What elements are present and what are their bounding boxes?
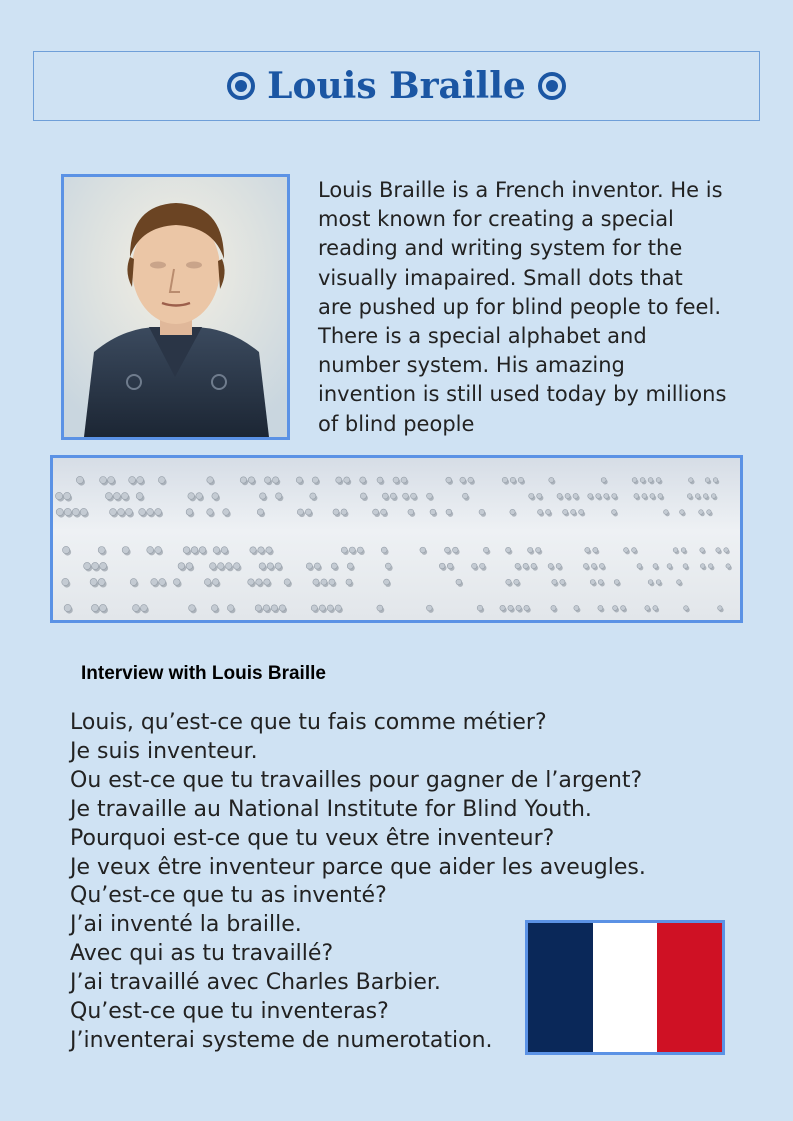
braille-dot <box>250 547 256 553</box>
braille-dot <box>121 493 128 500</box>
interview-line: Je suis inventeur. <box>70 738 258 764</box>
braille-dot <box>186 563 193 570</box>
braille-dot <box>653 606 658 611</box>
braille-dot <box>384 579 390 585</box>
interview-line: Qu’est-ce que tu inventeras? <box>70 999 389 1025</box>
braille-dot <box>223 509 230 516</box>
braille-dot <box>209 563 216 570</box>
braille-dot <box>272 477 278 483</box>
braille-dot <box>703 494 708 499</box>
braille-dot <box>591 563 596 568</box>
bio-line: Louis Braille is a French inventor. He is <box>318 178 723 202</box>
braille-dot <box>680 510 685 515</box>
braille-dot <box>621 606 626 611</box>
braille-dot <box>687 494 692 499</box>
braille-dot <box>140 605 147 612</box>
braille-dot <box>645 606 650 611</box>
braille-dot <box>515 563 520 568</box>
braille-dot <box>267 563 273 569</box>
braille-dot <box>613 606 618 611</box>
braille-dot <box>276 493 282 499</box>
braille-dot <box>191 547 198 554</box>
braille-dot <box>147 509 154 516</box>
braille-dot <box>664 510 669 515</box>
braille-dot <box>313 579 319 585</box>
braille-dot <box>537 493 542 498</box>
braille-dot <box>221 547 228 554</box>
braille-dot <box>255 605 261 611</box>
braille-dot <box>76 476 83 483</box>
braille-dot <box>296 477 302 483</box>
braille-dot <box>99 604 106 611</box>
braille-dot <box>718 606 723 611</box>
braille-dot <box>599 563 604 568</box>
interview-line: J’ai travaillé avec Charles Barbier. <box>70 970 441 996</box>
bio-line: visually imapaired. Small dots that <box>318 265 683 290</box>
braille-dot <box>667 564 672 569</box>
braille-dot <box>688 478 693 483</box>
braille-dot <box>357 547 363 553</box>
braille-dot <box>632 478 637 483</box>
braille-dot <box>408 509 414 515</box>
braille-dot <box>708 564 713 569</box>
braille-dot <box>341 509 347 515</box>
radio-bullet-icon <box>538 72 566 100</box>
braille-dot <box>673 548 678 553</box>
braille-dot <box>188 493 195 500</box>
braille-dot <box>390 493 396 499</box>
braille-dot <box>656 580 661 585</box>
braille-dot <box>306 563 312 569</box>
interview-line: Je travaille au National Institute for Blind Youth. <box>70 796 592 822</box>
braille-image <box>50 455 743 623</box>
braille-dot <box>310 493 316 499</box>
braille-dot <box>598 605 603 610</box>
braille-dot <box>92 562 99 569</box>
braille-dot <box>147 547 154 554</box>
interview-line: Je veux être inventeur parce que aider les aveugles. <box>70 854 646 880</box>
braille-dot <box>528 547 533 552</box>
braille-dot <box>173 579 180 586</box>
interview-line: Qu’est-ce que tu as inventé? <box>70 883 387 909</box>
portrait-image <box>61 174 290 440</box>
braille-dot <box>574 605 579 610</box>
braille-dot <box>63 546 70 553</box>
braille-dot <box>196 493 203 500</box>
braille-dot <box>430 509 436 515</box>
flag-stripe-blue <box>528 923 593 1052</box>
portrait-illustration <box>64 177 287 437</box>
braille-dot <box>624 548 629 553</box>
braille-dot <box>724 548 729 553</box>
braille-dot <box>130 579 137 586</box>
braille-dot <box>446 477 452 483</box>
braille-dot <box>189 605 196 612</box>
braille-dot <box>248 579 254 585</box>
flag-stripe-white <box>593 923 658 1052</box>
braille-dot <box>225 563 232 570</box>
braille-dot <box>705 478 710 483</box>
braille-dot <box>64 508 71 515</box>
braille-dot <box>468 477 474 483</box>
braille-dot <box>598 579 603 584</box>
braille-dot <box>211 605 218 612</box>
braille-dot <box>683 564 688 569</box>
french-flag <box>525 920 725 1055</box>
braille-dot <box>178 563 185 570</box>
braille-dot <box>248 477 254 483</box>
braille-dot <box>108 477 115 484</box>
braille-dot <box>711 494 716 499</box>
braille-dot <box>508 605 513 610</box>
braille-dot <box>557 493 562 498</box>
braille-dot <box>264 477 270 483</box>
braille-dot <box>91 604 98 611</box>
braille-dot <box>346 579 352 585</box>
braille-dot <box>260 493 266 499</box>
braille-dot <box>648 478 653 483</box>
braille-dot <box>637 564 642 569</box>
interview-line: J’inventerai systeme de numerotation. <box>70 1027 493 1053</box>
braille-dot <box>183 547 190 554</box>
bio-line: invention is still used today by millions <box>318 382 727 407</box>
braille-dot <box>381 509 387 515</box>
braille-dot <box>439 563 445 569</box>
braille-dot <box>271 605 277 611</box>
braille-dot <box>483 547 488 552</box>
braille-dot <box>227 605 234 612</box>
braille-dot <box>381 547 387 553</box>
braille-dot <box>529 493 534 498</box>
braille-dot <box>411 493 417 499</box>
braille-dot <box>506 579 511 584</box>
braille-dot <box>445 547 451 553</box>
braille-dot <box>385 563 391 569</box>
braille-dot <box>634 494 639 499</box>
braille-dot <box>713 478 718 483</box>
braille-dot <box>479 509 485 515</box>
braille-dot <box>648 580 653 585</box>
page-title <box>227 65 566 107</box>
braille-dot <box>593 547 598 552</box>
braille-dot <box>583 563 588 568</box>
braille-dot <box>480 563 485 568</box>
braille-dot <box>155 547 162 554</box>
braille-dot <box>259 563 265 569</box>
braille-dot <box>100 477 107 484</box>
braille-dot <box>258 547 264 553</box>
braille-dot <box>349 547 355 553</box>
braille-dot <box>329 579 335 585</box>
braille-dot <box>212 493 219 500</box>
braille-dot <box>284 579 290 585</box>
braille-dot <box>314 563 320 569</box>
braille-dot <box>571 509 576 514</box>
braille-dot <box>333 509 339 515</box>
braille-dot <box>401 477 407 483</box>
braille-dot <box>565 493 570 498</box>
braille-dot <box>460 477 466 483</box>
bio-line: number system. His amazing <box>318 353 625 378</box>
braille-dot <box>344 477 350 483</box>
braille-dot <box>151 579 158 586</box>
braille-dot <box>347 563 353 569</box>
braille-dot <box>55 492 62 499</box>
interview-line: Louis, qu’est-ce que tu fais comme métier? <box>70 710 547 735</box>
braille-dot <box>233 563 240 570</box>
braille-dot <box>117 509 124 516</box>
interview-line: Pourquoi est-ce que tu veux être inventeur? <box>70 825 555 851</box>
braille-dot <box>139 509 146 516</box>
braille-dot <box>382 493 388 499</box>
braille-dots <box>53 458 740 620</box>
braille-dot <box>341 547 347 553</box>
braille-dot <box>472 563 477 568</box>
braille-dot <box>500 605 505 610</box>
braille-dot <box>531 563 536 568</box>
braille-dot <box>518 477 523 482</box>
braille-dot <box>677 580 682 585</box>
bio-line: of blind people <box>318 411 475 436</box>
braille-dot <box>681 548 686 553</box>
braille-dot <box>453 547 459 553</box>
braille-dot <box>552 579 557 584</box>
braille-dot <box>506 547 511 552</box>
braille-dot <box>427 493 433 499</box>
braille-dot <box>275 563 281 569</box>
braille-dot <box>264 579 270 585</box>
braille-dot <box>699 510 704 515</box>
flag-stripe-red <box>657 923 722 1052</box>
braille-dot <box>113 493 120 500</box>
braille-dot <box>321 579 327 585</box>
title-text: Louis Braille <box>267 65 526 107</box>
braille-dot <box>98 546 105 553</box>
braille-dot <box>695 494 700 499</box>
braille-dot <box>560 579 565 584</box>
braille-dot <box>279 605 285 611</box>
braille-dot <box>612 493 617 498</box>
braille-dot <box>684 606 689 611</box>
braille-dot <box>446 509 452 515</box>
braille-dot <box>716 548 721 553</box>
braille-dot <box>656 478 661 483</box>
bio-line: most known for creating a special <box>318 207 674 232</box>
interview-heading: Interview with Louis Braille <box>81 663 326 684</box>
braille-dot <box>125 509 132 516</box>
braille-dot <box>653 564 658 569</box>
braille-dot <box>523 563 528 568</box>
braille-dot <box>207 477 214 484</box>
braille-dot <box>393 477 399 483</box>
braille-dot <box>155 509 162 516</box>
braille-dot <box>456 579 462 585</box>
braille-dot <box>426 605 432 611</box>
braille-dot <box>331 563 337 569</box>
braille-dot <box>632 548 637 553</box>
interview-line: J’ai inventé la braille. <box>70 912 302 938</box>
braille-dot <box>109 509 116 516</box>
braille-dot <box>56 508 63 515</box>
braille-dot <box>335 605 341 611</box>
braille-dot <box>199 547 206 554</box>
braille-dot <box>137 477 144 484</box>
braille-dot <box>524 605 529 610</box>
interview-line: Ou est-ce que tu travailles pour gagner de l’argent? <box>70 767 643 793</box>
braille-dot <box>585 547 590 552</box>
braille-dot <box>477 605 483 611</box>
braille-dot <box>579 509 584 514</box>
braille-dot <box>105 493 112 500</box>
braille-dot <box>596 493 601 498</box>
braille-dot <box>100 562 107 569</box>
braille-dot <box>204 579 211 586</box>
braille-dot <box>545 509 550 514</box>
braille-dot <box>548 563 553 568</box>
braille-dot <box>207 509 214 516</box>
braille-dot <box>257 509 263 515</box>
braille-dot <box>98 578 105 585</box>
braille-dot <box>573 493 578 498</box>
braille-dot <box>510 509 515 514</box>
bio-line: There is a special alphabet and <box>318 324 647 349</box>
braille-dot <box>536 547 541 552</box>
braille-dot <box>336 477 342 483</box>
braille-dot <box>447 563 453 569</box>
braille-dot <box>588 493 593 498</box>
interview-line: Avec qui as tu travaillé? <box>70 941 334 967</box>
braille-dot <box>186 509 193 516</box>
braille-dot <box>658 494 663 499</box>
braille-dot <box>256 579 262 585</box>
braille-dot <box>726 564 730 568</box>
braille-dot <box>502 477 507 482</box>
braille-dot <box>212 579 219 586</box>
braille-dot <box>556 563 561 568</box>
braille-dot <box>122 546 129 553</box>
braille-dot <box>84 562 91 569</box>
braille-dot <box>604 493 609 498</box>
braille-dot <box>373 509 379 515</box>
braille-dot <box>64 604 71 611</box>
braille-dot <box>90 578 97 585</box>
braille-dot <box>700 564 705 569</box>
braille-dot <box>240 477 246 483</box>
braille-dot <box>136 493 143 500</box>
braille-dot <box>640 478 645 483</box>
braille-dot <box>590 579 595 584</box>
braille-dot <box>650 494 655 499</box>
braille-dot <box>62 578 69 585</box>
braille-dot <box>601 478 606 483</box>
braille-dot <box>360 477 366 483</box>
braille-dot <box>319 605 325 611</box>
braille-dot <box>510 477 515 482</box>
title-box <box>33 51 760 121</box>
braille-dot <box>514 579 519 584</box>
braille-dot <box>266 547 272 553</box>
bio-line: reading and writing system for the <box>318 236 683 261</box>
bio-paragraph <box>318 176 758 439</box>
braille-dot <box>311 605 317 611</box>
braille-dot <box>377 605 383 611</box>
braille-dot <box>700 548 705 553</box>
radio-bullet-icon <box>227 72 255 100</box>
braille-dot <box>537 509 542 514</box>
braille-dot <box>516 605 521 610</box>
braille-dot <box>612 510 617 515</box>
braille-dot <box>63 492 70 499</box>
braille-dot <box>360 493 366 499</box>
braille-dot <box>563 509 568 514</box>
braille-dot <box>549 477 554 482</box>
braille-dot <box>158 477 165 484</box>
braille-dot <box>132 605 139 612</box>
braille-dot <box>462 493 468 499</box>
braille-dot <box>213 547 220 554</box>
braille-dot <box>327 605 333 611</box>
braille-dot <box>217 563 224 570</box>
braille-dot <box>420 547 426 553</box>
braille-dot <box>707 510 712 515</box>
bio-line: are pushed up for blind people to feel. <box>318 294 721 319</box>
braille-dot <box>80 508 87 515</box>
braille-dot <box>377 477 383 483</box>
braille-dot <box>263 605 269 611</box>
braille-dot <box>297 509 303 515</box>
braille-dot <box>159 579 166 586</box>
braille-dot <box>642 494 647 499</box>
braille-dot <box>72 508 79 515</box>
braille-dot <box>312 477 318 483</box>
braille-dot <box>403 493 409 499</box>
braille-dot <box>305 509 311 515</box>
braille-dot <box>614 579 619 584</box>
braille-dot <box>551 605 556 610</box>
braille-dot <box>129 477 136 484</box>
